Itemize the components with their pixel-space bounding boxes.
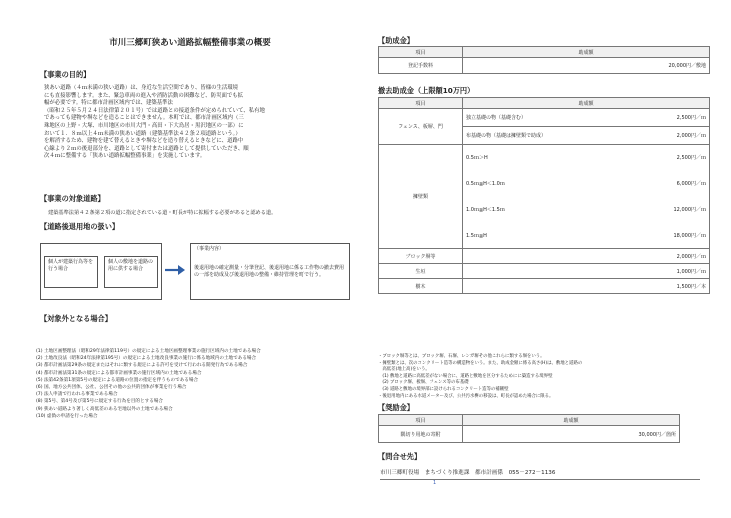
purpose-heading: 【事業の目的】 xyxy=(40,70,91,79)
subsidy-col-amount: 助成額 xyxy=(463,47,710,58)
exclusion-item: (2) 土地改良法（昭和24年法律第195号）の規定による土地改良事業の施行に係る地域内の土地である場合 xyxy=(36,356,257,362)
purpose-line: 次４ｍに整備する「狭あい道路拡幅整備事業」を実施しています。 xyxy=(44,153,206,160)
wall-amount: 12,000円／ｍ xyxy=(620,197,710,223)
exclusion-item: (8) 第5号、第4号及び第5号に規定する行為を目的とする場合 xyxy=(36,399,163,405)
exclusion-item: (10) 虚偽の申請を行った場合 xyxy=(36,413,98,419)
wall-desc: 0.5ｍ≦H＜1.0ｍ xyxy=(463,171,620,197)
wall-amount: 18,000円／ｍ xyxy=(620,223,710,249)
note-line: (3) 道路と敷地の境界部に設けられるコンクリート造等の補剛壁 xyxy=(378,386,509,392)
subsidy-item: 登記手数料 xyxy=(379,58,463,74)
hedge-amount: 1,000円／ｍ xyxy=(463,264,710,279)
wall-desc: 1.5ｍ≦H xyxy=(463,223,620,249)
subsidy-amount: 20,000円／敷地 xyxy=(463,58,710,74)
removal-heading: 撤去助成金（上限額10万円） xyxy=(378,86,475,95)
reward-col-amount: 助成額 xyxy=(463,415,680,426)
note-line: (1) 敷地と道路に高低差がない場合に、道路と敷地を区分するためにに築造する境界壁 xyxy=(378,373,553,379)
note-line: ・後退用地内にある水道メーター及び、公共汚水桝の移設は、町長が認めた場合に限る。 xyxy=(378,393,554,399)
purpose-line: 幅が必要です。特に都市計画区域内では、建築基準法 xyxy=(44,100,173,107)
table-row xyxy=(379,264,710,279)
table-row xyxy=(379,145,710,171)
table-row xyxy=(379,58,710,74)
exclusion-item: (3) 都市計画法第29条の規定またはそれに類する規定による許可を受けて行われる開発行為である場合 xyxy=(36,363,248,369)
wall-desc: 0.5ｍ＞H xyxy=(463,145,620,171)
contact-text: 市川三郷町役場 まちづくり推進課 都市計画係 055－272－1136 xyxy=(380,468,700,480)
note-line: ・擁壁類とは、次のコンクリート造等の構造物をいう。また、助成金額に係る高さ(H)は、敷地と道路の xyxy=(378,360,583,366)
reward-col-item: 項目 xyxy=(379,415,463,426)
fence-amount: 2,000円／ｍ xyxy=(620,127,710,145)
table-row xyxy=(379,279,710,294)
reward-table xyxy=(378,414,680,443)
handling-heading: 【道路後退用地の扱い】 xyxy=(40,222,120,231)
table-row xyxy=(379,249,710,264)
subsidy-col-item: 項目 xyxy=(379,47,463,58)
purpose-line: を解消するため、建物を建て替えるときや塀などを造り替えるときなどに、道路中 xyxy=(44,138,244,145)
reward-amount: 30,000円／箇所 xyxy=(463,426,680,443)
target-heading: 【事業の対象道路】 xyxy=(40,194,105,203)
purpose-line: おいて１．８ｍ以上４ｍ未満の狭あい道路（建築基準法４２条２項道路という。） xyxy=(44,130,241,137)
flow-box-building xyxy=(44,256,98,288)
removal-table xyxy=(378,97,710,294)
page-number: 1 xyxy=(433,480,437,486)
purpose-line: （昭和２５年５月２４日法律第２０１号）では道路との接道条件が定められていて、私有地 xyxy=(44,107,265,114)
removal-col-item: 項目 xyxy=(379,98,463,109)
fence-desc: 独立基礎の物（基礎含む） xyxy=(463,109,620,127)
note-line: (2) ブロック塀、板塀、フェンス等の布基礎 xyxy=(378,380,469,386)
exclusion-heading: 【対象外となる場合】 xyxy=(40,314,112,323)
flow-box-project-title: （事業内容） xyxy=(194,246,225,252)
fence-desc: 布基礎の物（基礎は擁壁類で助成） xyxy=(463,127,620,145)
wall-amount: 6,000円／ｍ xyxy=(620,171,710,197)
exclusion-item: (9) 狭あい道路より著しく高低差のある宅地以外の土地である場合 xyxy=(36,406,173,412)
exclusion-list xyxy=(36,348,366,420)
purpose-line: にも直接影響します。また、緊急車両の進入や消防活動の困難など、防災面でも拡 xyxy=(44,92,244,99)
flow-box-land-offer-label: 個人の敷地を道路の用に供する場合 xyxy=(108,259,154,272)
table-row xyxy=(379,109,710,127)
exclusion-item: (6) 国、地方公共団体、公社、公団その他の公共的団体が事業を行う場合 xyxy=(36,385,187,391)
purpose-line: 珠地区の上野・大塚、市川地区の市川大門・高田・下大鳥居・黒沢地区の一部）に xyxy=(44,122,244,129)
flow-box-project xyxy=(190,243,350,300)
tree-label: 樹木 xyxy=(379,279,463,294)
purpose-line: 心線より２ｍの後退部分を、道路として寄付または道路として提供していただき、順 xyxy=(44,145,249,152)
exclusion-item: (4) 都市計画法第31条の規定による都市計画事業の施行区域内の土地である場合 xyxy=(36,370,202,376)
contact-heading: 【問合せ先】 xyxy=(378,452,422,461)
note-line: ・ブロック塀等とは、ブロック塀、石塀、レンガ塀その他これらに類する塀をいう。 xyxy=(378,354,545,359)
note-line: 高低差(地上高)をいう。 xyxy=(378,367,430,373)
target-text: 建築基準法第４２条第２項の道に指定されている道・町長が特に拡幅する必要があると認める道。 xyxy=(48,210,277,216)
wall-amount: 2,500円／ｍ xyxy=(620,145,710,171)
wall-label: 擁壁類 xyxy=(379,145,463,249)
fence-amount: 2,500円／ｍ xyxy=(620,109,710,127)
table-row xyxy=(379,426,680,443)
wall-desc: 1.0ｍ≦H＜1.5ｍ xyxy=(463,197,620,223)
exclusion-item: (1) 土地区画整理法（昭和29年法律第119号）の規定による土地区画整理事業の施行区域内の土地である場合 xyxy=(36,349,261,354)
tree-amount: 1,500円／本 xyxy=(463,279,710,294)
removal-col-amount: 助成額 xyxy=(463,98,710,109)
block-amount: 2,000円／ｍ xyxy=(463,249,710,264)
hedge-label: 生垣 xyxy=(379,264,463,279)
flow-arrow-icon xyxy=(163,264,187,276)
reward-heading: 【奨励金】 xyxy=(378,403,414,412)
purpose-paragraph xyxy=(44,85,364,161)
flow-box-project-text: 後退用地の確定測量・分筆登記、後退用地に係る工作物の撤去費用の一部を助成及び後退用地の整備・維持管理を町で行う。 xyxy=(194,265,345,278)
subsidy-table xyxy=(378,46,710,74)
fence-label: フェンス、板塀、門 xyxy=(379,109,463,145)
reward-item: 隅切り用地の寄附 xyxy=(379,426,463,443)
exclusion-item: (7) 法人申請で行われる事業である場合 xyxy=(36,392,118,398)
purpose-line: 狭あい道路（４ｍ未満の狭い道路）は、身近な生活空間であり、皆様の生活環境 xyxy=(44,85,239,91)
exclusion-item: (5) 法第42条第1項第5号の規定による道路の位置の指定を伴うものである場合 xyxy=(36,377,199,383)
subsidy-heading: 【助成金】 xyxy=(378,36,414,45)
purpose-line: であっても建物や塀などを造ることはできません。本町では、都市計画区域内（三 xyxy=(44,115,244,122)
removal-notes xyxy=(378,354,708,400)
flow-box-land-offer xyxy=(104,256,158,288)
flow-box-building-label: 個人が建築行為等を行う場合 xyxy=(48,259,94,272)
page-title: 市川三郷町狭あい道路拡幅整備事業の概要 xyxy=(109,38,271,48)
block-label: ブロック塀等 xyxy=(379,249,463,264)
